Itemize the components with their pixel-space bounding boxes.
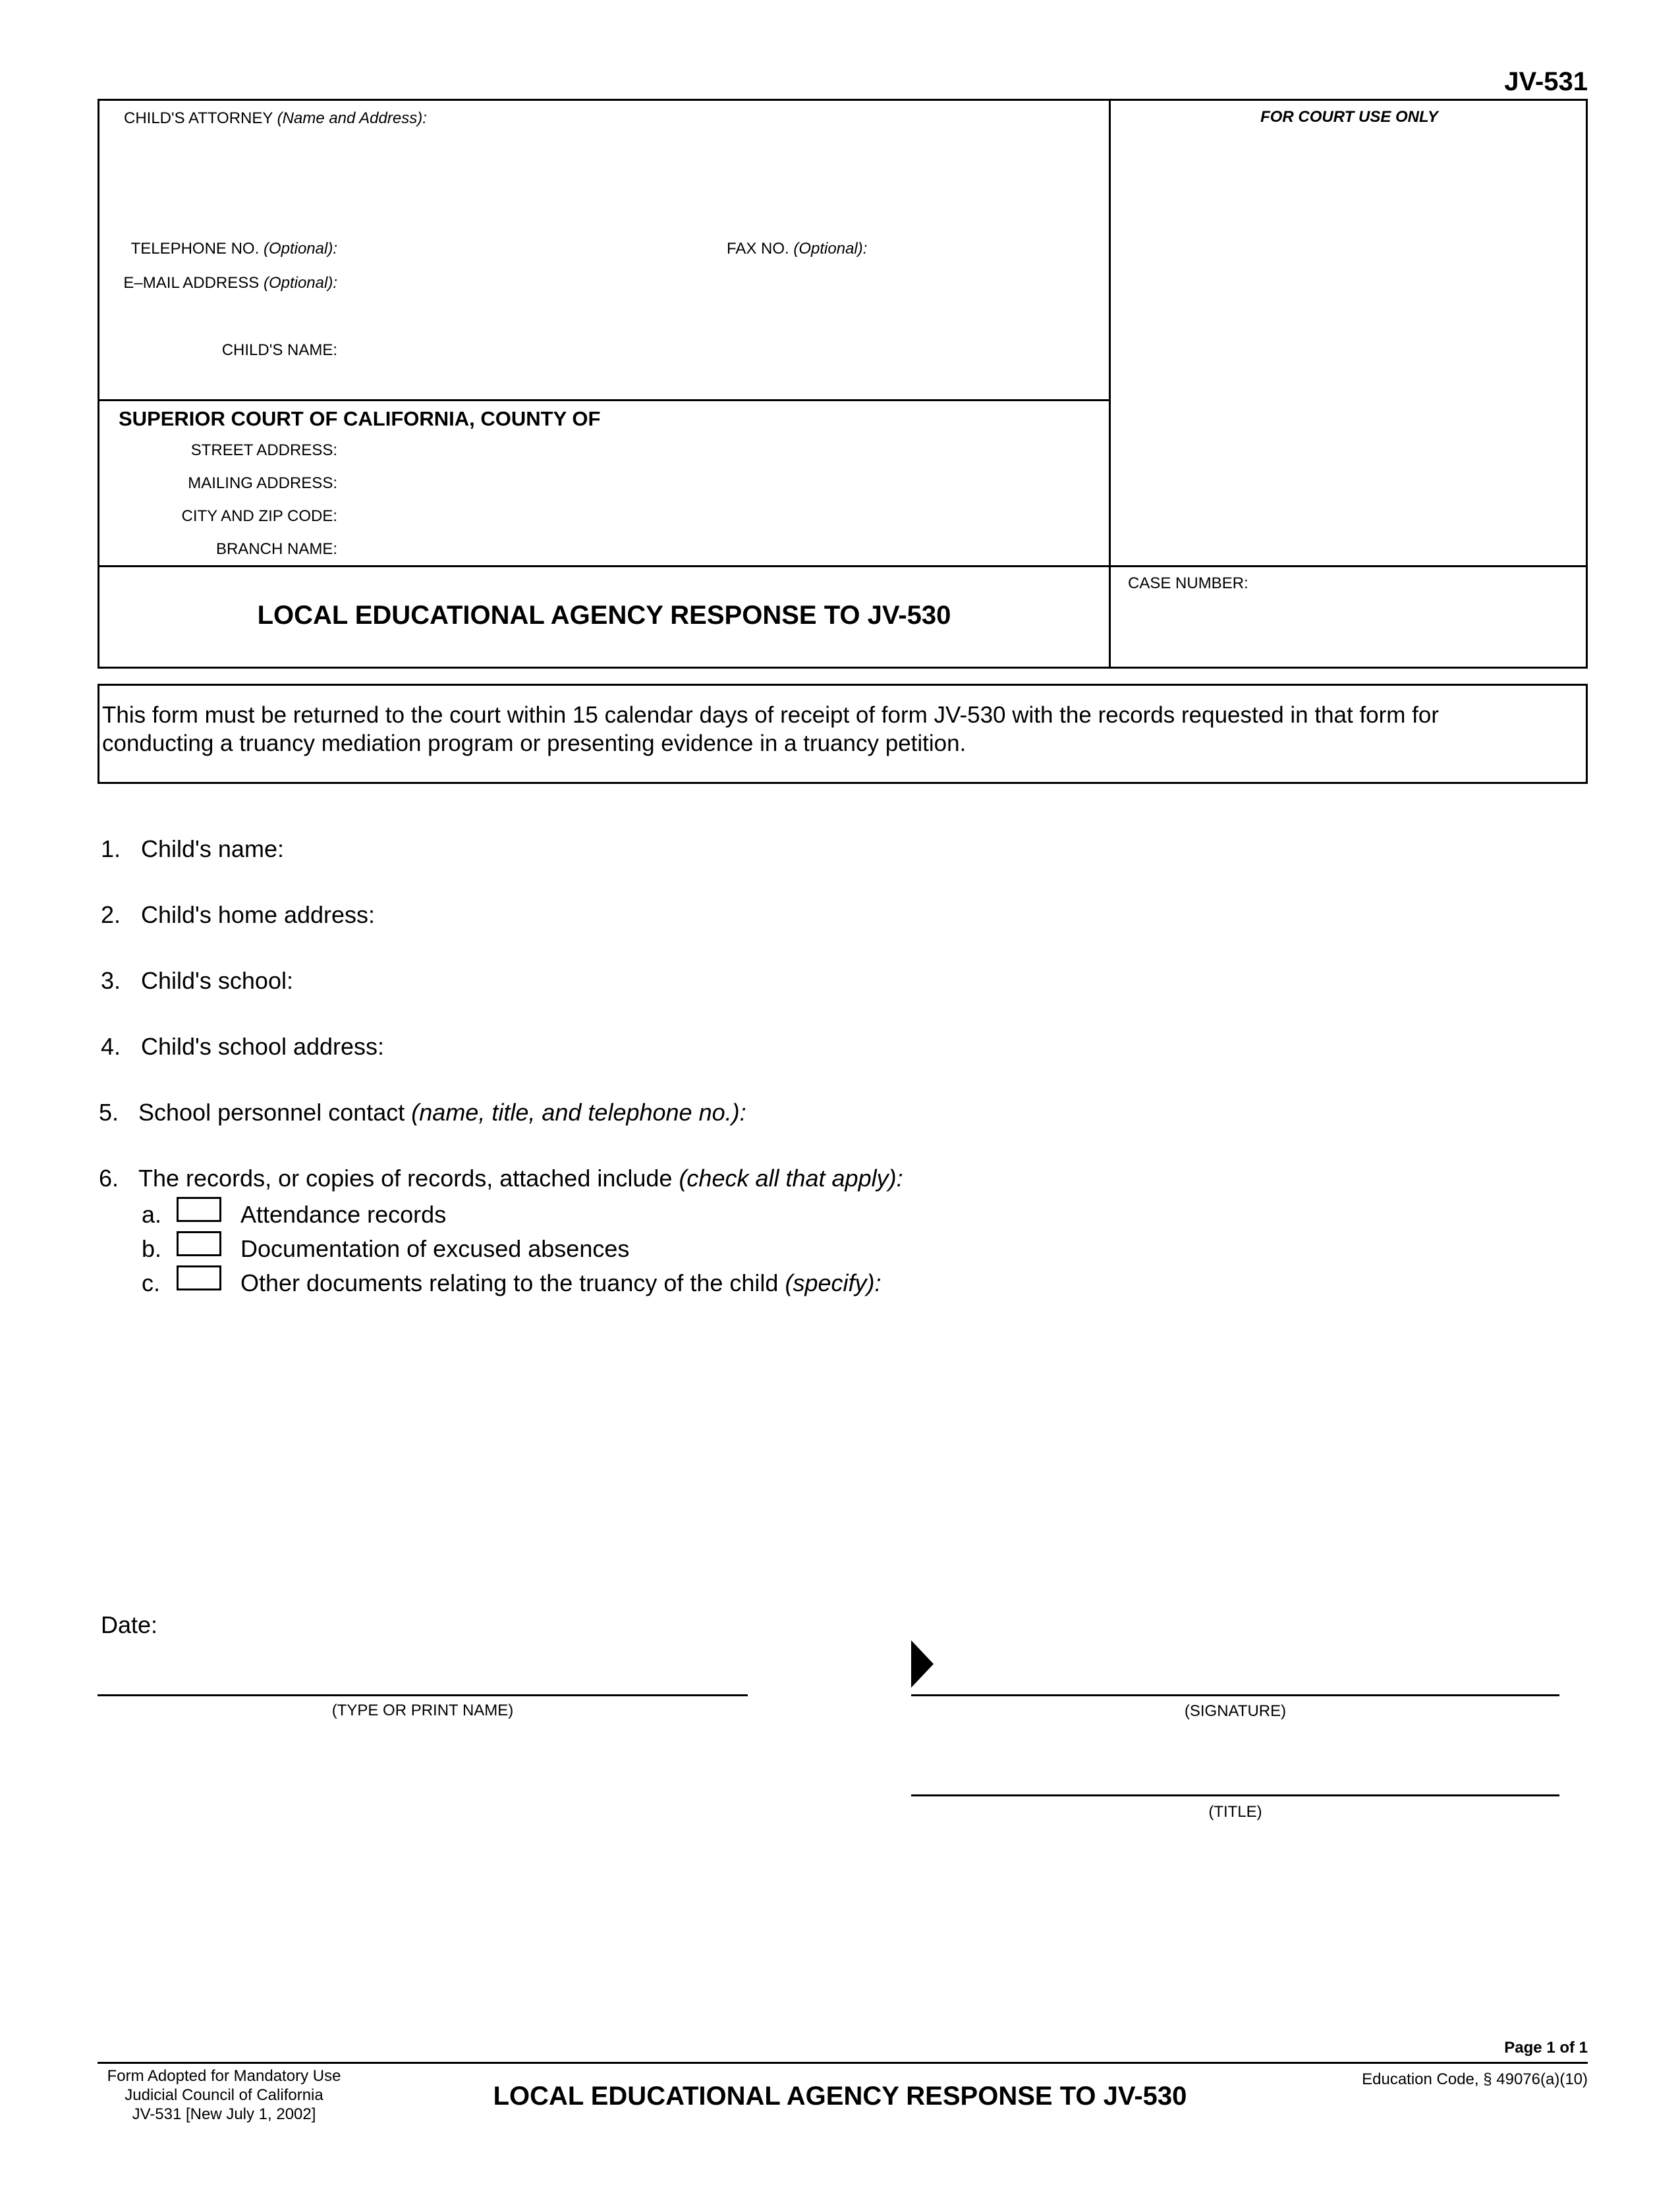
- court-title: SUPERIOR COURT OF CALIFORNIA, COUNTY OF: [119, 407, 601, 430]
- item-6b-letter: b.: [142, 1235, 162, 1262]
- court-use-area[interactable]: [1120, 132, 1575, 553]
- branch-name-field[interactable]: [343, 536, 1100, 560]
- fax-label: FAX NO. (Optional):: [727, 240, 868, 258]
- telephone-label: TELEPHONE NO. (Optional):: [130, 240, 337, 258]
- attorney-label: CHILD'S ATTORNEY (Name and Address):: [124, 109, 427, 127]
- notice-line-2: conducting a truancy mediation program or presenting evidence in a truancy petition.: [102, 731, 966, 756]
- item-5-label: School personnel contact (name, title, and telephone no.):: [138, 1099, 746, 1126]
- mailing-address-field[interactable]: [343, 470, 1100, 494]
- date-field[interactable]: [171, 1607, 698, 1638]
- footer-code: Education Code, § 49076(a)(10): [1362, 2070, 1588, 2088]
- footer-title: LOCAL EDUCATIONAL AGENCY RESPONSE TO JV-530: [493, 2082, 1187, 2111]
- child-name-field[interactable]: [296, 831, 1575, 862]
- branch-name-label: BRANCH NAME:: [215, 540, 337, 558]
- signature-field[interactable]: [912, 1660, 1558, 1693]
- school-personnel-contact-field[interactable]: [777, 1095, 1575, 1125]
- item-6a-label: Attendance records: [240, 1201, 447, 1228]
- other-documents-specify-field[interactable]: [240, 1304, 1575, 1502]
- item-6a-letter: a.: [142, 1201, 162, 1228]
- attorney-court-divider: [98, 399, 1111, 401]
- child-home-address-field[interactable]: [395, 897, 1575, 928]
- street-address-field[interactable]: [343, 437, 1100, 461]
- title-label: (TITLE): [1208, 1803, 1262, 1821]
- date-label: Date:: [101, 1611, 158, 1638]
- form-number: JV-531: [1504, 67, 1588, 96]
- city-zip-label: CITY AND ZIP CODE:: [181, 507, 337, 525]
- print-name-field[interactable]: [99, 1660, 748, 1693]
- attorney-name-address-field[interactable]: [124, 132, 1099, 237]
- print-name-line: [98, 1694, 748, 1696]
- footer-rule: [98, 2062, 1588, 2064]
- item-6-label: The records, or copies of records, attached include (check all that apply):: [138, 1165, 903, 1192]
- item-2-number: 2.: [101, 901, 121, 928]
- page-number: Page 1 of 1: [1504, 2039, 1588, 2057]
- street-address-label: STREET ADDRESS:: [190, 441, 337, 459]
- telephone-field[interactable]: [343, 236, 712, 260]
- item-2-label: Child's home address:: [141, 901, 376, 928]
- signature-label: (SIGNATURE): [1184, 1702, 1287, 1720]
- footer-adopted-line-3: JV-531 [New July 1, 2002]: [132, 2105, 316, 2123]
- item-4-number: 4.: [101, 1033, 121, 1060]
- city-zip-field[interactable]: [343, 503, 1100, 527]
- header-divider-vertical: [1109, 99, 1111, 669]
- title-field[interactable]: [912, 1760, 1558, 1793]
- notice-line-1: This form must be returned to the court within 15 calendar days of receipt of form JV-530 with the records requested in that form for: [102, 702, 1440, 728]
- case-number-label: CASE NUMBER:: [1128, 574, 1248, 592]
- county-field[interactable]: [642, 406, 1097, 431]
- case-number-field[interactable]: [1120, 599, 1575, 659]
- item-1-number: 1.: [101, 835, 121, 862]
- child-name-label: CHILD'S NAME:: [221, 341, 337, 359]
- item-1-label: Child's name:: [141, 835, 284, 862]
- footer-adopted-line-1: Form Adopted for Mandatory Use: [107, 2067, 341, 2085]
- item-6-number: 6.: [99, 1165, 119, 1192]
- print-name-label: (TYPE OR PRINT NAME): [331, 1702, 514, 1719]
- title-row-divider: [98, 565, 1588, 567]
- email-field[interactable]: [343, 270, 1100, 294]
- title-line: [911, 1794, 1559, 1796]
- other-documents-checkbox[interactable]: [177, 1265, 221, 1290]
- item-5-number: 5.: [99, 1099, 119, 1126]
- item-3-number: 3.: [101, 967, 121, 994]
- footer-adopted-line-2: Judicial Council of California: [125, 2086, 323, 2104]
- item-3-label: Child's school:: [141, 967, 293, 994]
- child-school-field[interactable]: [310, 963, 1575, 993]
- signature-line: [911, 1694, 1559, 1696]
- item-6c-letter: c.: [142, 1269, 161, 1296]
- fax-field[interactable]: [883, 236, 1100, 260]
- item-6c-label: Other documents relating to the truancy of the child (specify):: [240, 1269, 882, 1296]
- court-use-label: FOR COURT USE ONLY: [1260, 108, 1438, 126]
- attendance-records-checkbox[interactable]: [177, 1197, 221, 1222]
- child-school-address-field[interactable]: [402, 1029, 1575, 1059]
- mailing-address-label: MAILING ADDRESS:: [188, 474, 337, 492]
- child-name-header-field[interactable]: [343, 336, 1100, 362]
- item-6b-label: Documentation of excused absences: [240, 1235, 630, 1262]
- excused-absences-checkbox[interactable]: [177, 1231, 221, 1256]
- form-title: LOCAL EDUCATIONAL AGENCY RESPONSE TO JV-530: [257, 601, 951, 630]
- item-4-label: Child's school address:: [141, 1033, 385, 1060]
- email-label: E–MAIL ADDRESS (Optional):: [123, 274, 337, 292]
